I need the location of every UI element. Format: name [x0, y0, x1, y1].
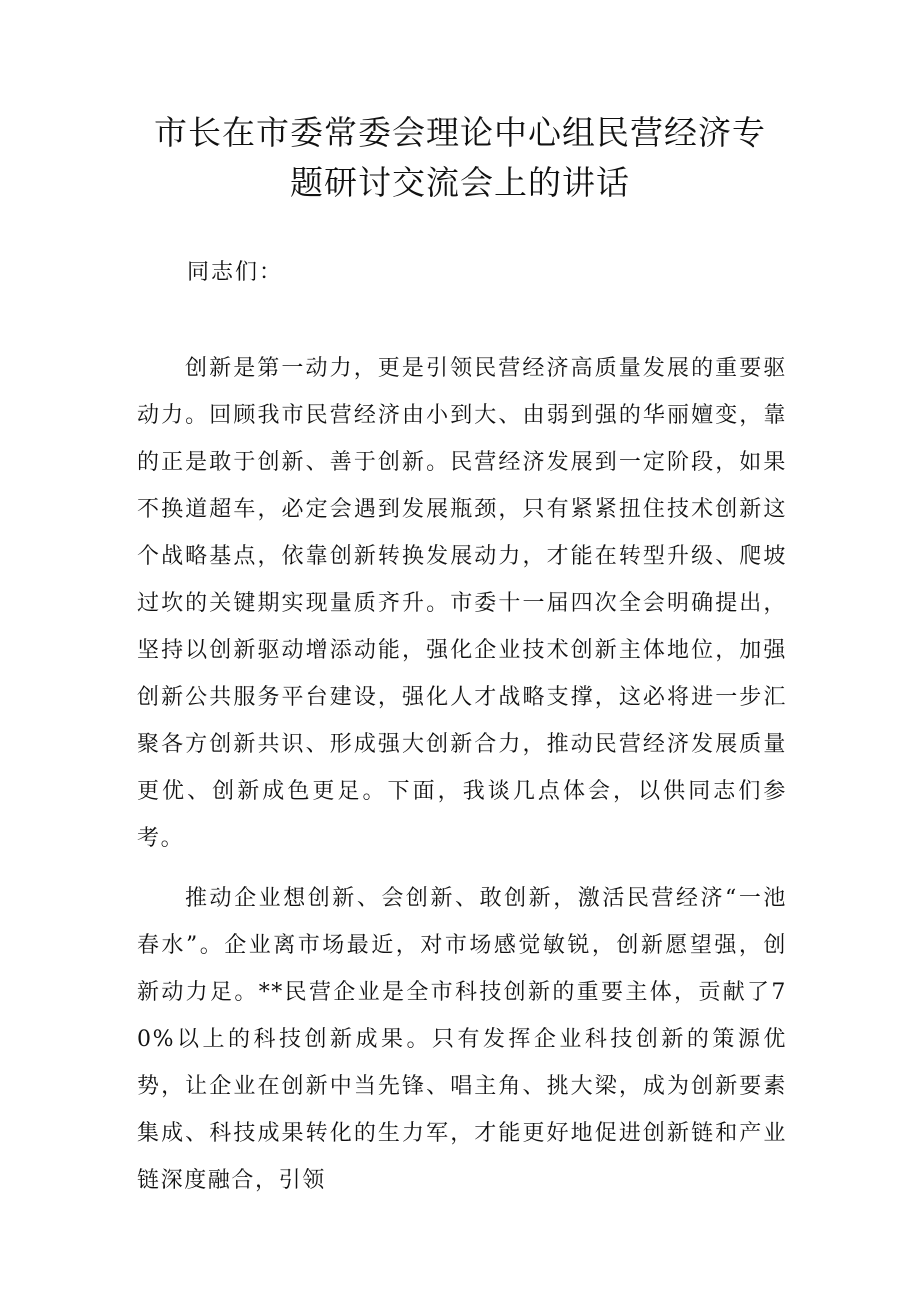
title-line-1: 市长在市委常委会理论中心组民营经济专	[154, 113, 766, 152]
paragraph-1: 创新是第一动力，更是引领民营经济高质量发展的重要驱动力。回顾我市民营经济由小到大、由弱到强的华丽嬗变，靠的正是敢于创新、善于创新。民营经济发展到一定阶段，如果不换道超车，必定会遇到发展瓶颈，只有紧紧扭住技术创新这个战略基点，依靠创新转换发展动力，才能在转型升级、爬坡过坎的关键期实现量质齐升。市委十一届四次全会明确提出，坚持以创新驱动增添动能，强化企业技术创新主体地位，加强创新公共服务平台建设，强化人才战略支撑，这必将进一步汇聚各方创新共识、形成强大创新合力，推动民营经济发展质量更优、创新成色更足。下面，我谈几点体会，以供同志们参考。	[137, 356, 787, 851]
title-line-2: 题研讨交流会上的讲话	[290, 163, 630, 202]
document-title	[110, 108, 810, 208]
paragraph-2: 推动企业想创新、会创新、敢创新，激活民营经济“一池春水”。企业离市场最近，对市场感觉敏锐，创新愿望强，创新动力足。**民营企业是全市科技创新的重要主体，贡献了70%以上的科技创新成果。只有发挥企业科技创新的策源优势，让企业在创新中当先锋、唱主角、挑大梁，成为创新要素集成、科技成果转化的生力军，才能更好地促进创新链和产业链深度融合，引领	[137, 886, 787, 1193]
greeting: 同志们：	[187, 260, 284, 285]
